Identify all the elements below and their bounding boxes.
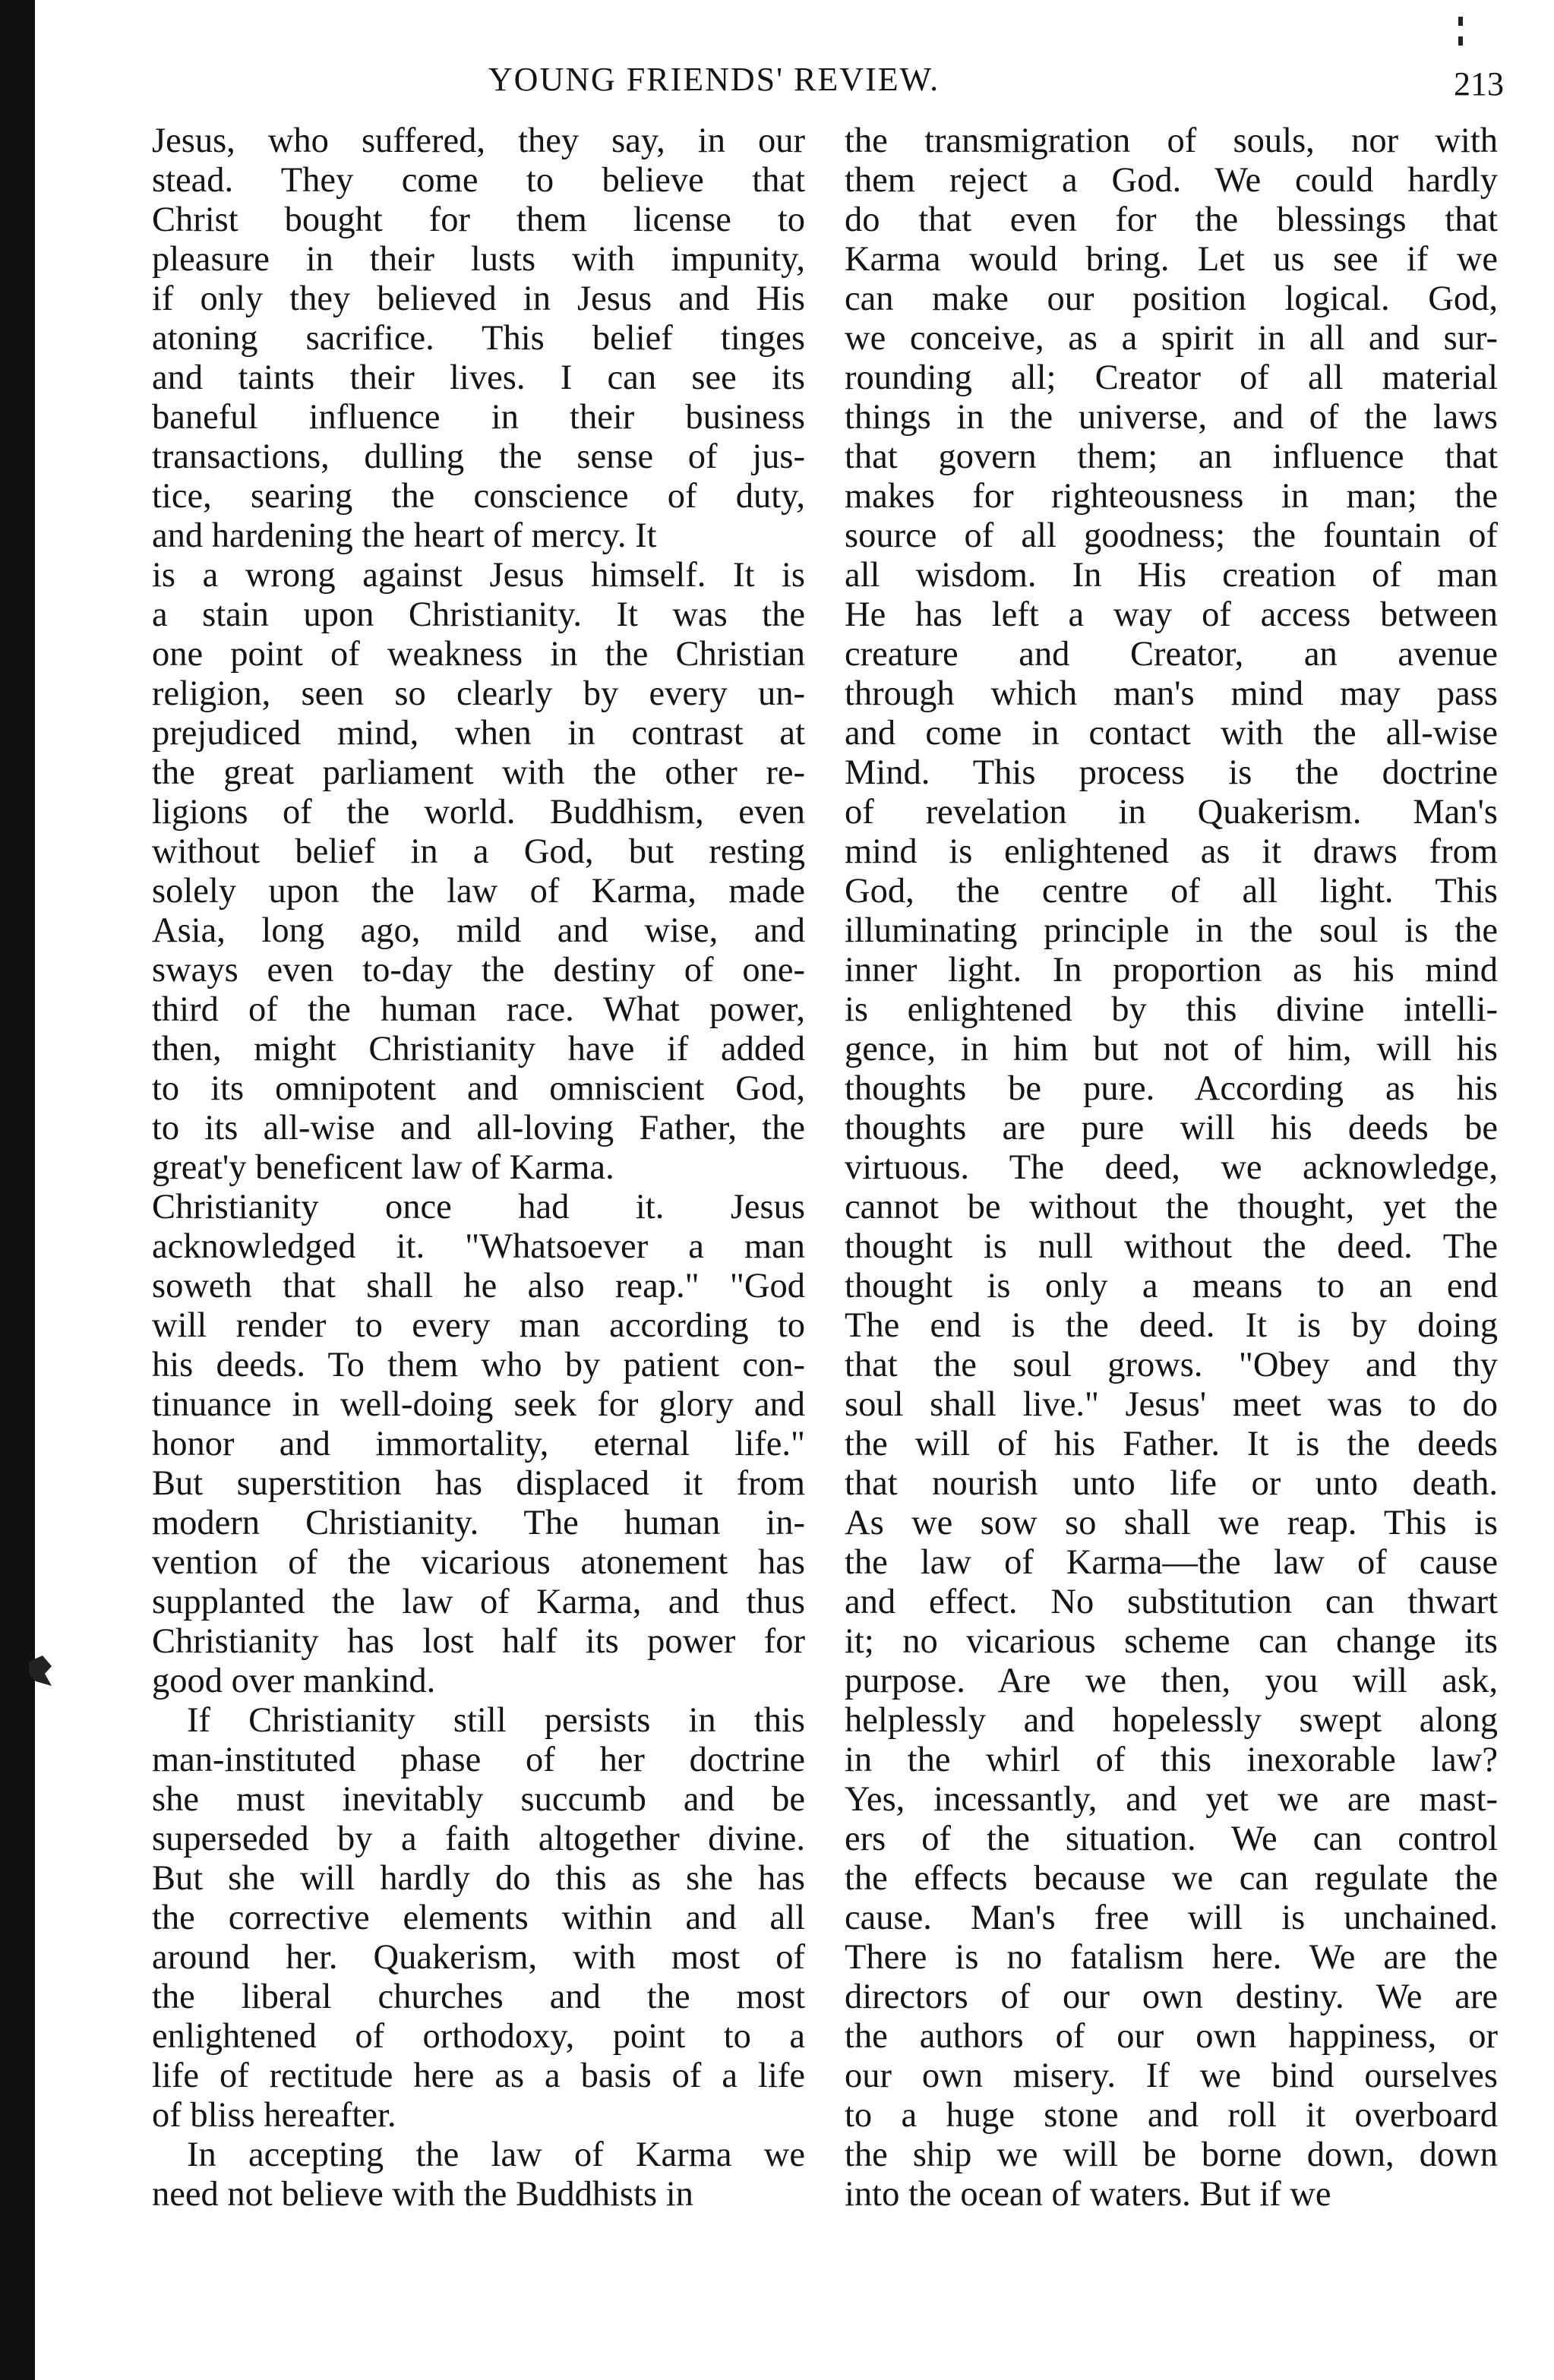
text-line: Jesus, who suffered, they say, in our [152, 122, 805, 160]
text-line: the liberal churches and the most [152, 1978, 805, 2016]
text-line: the transmigration of souls, nor with [845, 122, 1498, 160]
page-header [152, 53, 1511, 106]
edge-speck [1458, 36, 1463, 46]
text-line: one point of weakness in the Christian [152, 635, 805, 674]
text-line: third of the human race. What power, [152, 990, 805, 1029]
text-line: sways even to-day the destiny of one- [152, 951, 805, 990]
text-line: There is no fatalism here. We are the [845, 1938, 1498, 1977]
text-line: a stain upon Christianity. It was the [152, 595, 805, 634]
text-line: that the soul grows. "Obey and thy [845, 1346, 1498, 1384]
text-line: his deeds. To them who by patient con- [152, 1346, 805, 1384]
text-line: and hardening the heart of mercy. It [152, 516, 657, 555]
text-line: into the ocean of waters. But if we [845, 2175, 1331, 2214]
text-line: Mind. This process is the doctrine [845, 753, 1498, 792]
text-line: vention of the vicarious atonement has [152, 1543, 805, 1582]
text-line: gence, in him but not of him, will his [845, 1030, 1498, 1068]
text-line: life of rectitude here as a basis of a life [152, 2056, 805, 2095]
text-line: illuminating principle in the soul is the [845, 911, 1498, 950]
text-line: thoughts be pure. According as his [845, 1069, 1498, 1108]
text-line: creature and Creator, an avenue [845, 635, 1498, 674]
text-line: superseded by a faith altogether divine. [152, 1820, 805, 1858]
text-line: we conceive, as a spirit in all and sur- [845, 319, 1498, 358]
text-line: enlightened of orthodoxy, point to a [152, 2017, 805, 2056]
text-line: the law of Karma—the law of cause [845, 1543, 1498, 1582]
text-line: that govern them; an influence that [845, 437, 1498, 476]
text-line: and taints their lives. I can see its [152, 358, 805, 397]
text-line: directors of our own destiny. We are [845, 1978, 1498, 2016]
running-title: YOUNG FRIENDS' REVIEW. [488, 61, 940, 98]
text-line: the will of his Father. It is the deeds [845, 1425, 1498, 1463]
text-line: the corrective elements within and all [152, 1899, 805, 1937]
text-line: thought is only a means to an end [845, 1267, 1498, 1305]
text-line: Christianity once had it. Jesus [152, 1188, 805, 1226]
text-line: source of all goodness; the fountain of [845, 516, 1498, 555]
text-line: The end is the deed. It is by doing [845, 1306, 1498, 1345]
text-line: in the whirl of this inexorable law? [845, 1741, 1498, 1779]
text-line: of revelation in Quakerism. Man's [845, 793, 1498, 832]
text-line: He has left a way of access between [845, 595, 1498, 634]
text-line: As we sow so shall we reap. This is [845, 1504, 1498, 1542]
text-line: and come in contact with the all-wise [845, 714, 1498, 753]
text-line: through which man's mind may pass [845, 674, 1498, 713]
text-line: if only they believed in Jesus and His [152, 279, 805, 318]
text-line: need not believe with the Buddhists in [152, 2175, 693, 2214]
text-line: to a huge stone and roll it overboard [845, 2096, 1498, 2135]
text-line: virtuous. The deed, we acknowledge, [845, 1148, 1498, 1187]
text-line: pleasure in their lusts with impunity, [152, 240, 805, 279]
text-line: prejudiced mind, when in contrast at [152, 714, 805, 753]
text-line: supplanted the law of Karma, and thus [152, 1583, 805, 1621]
text-line: tinuance in well-doing seek for glory and [152, 1385, 805, 1424]
edge-speck [1458, 17, 1463, 26]
text-line: and effect. No substitution can thwart [845, 1583, 1498, 1621]
text-line: But she will hardly do this as she has [152, 1859, 805, 1898]
text-line: do that even for the blessings that [845, 200, 1498, 239]
text-line: rounding all; Creator of all material [845, 358, 1498, 397]
text-line: ligions of the world. Buddhism, even [152, 793, 805, 832]
text-line: religion, seen so clearly by every un- [152, 674, 805, 713]
page-number: 213 [1454, 65, 1504, 103]
text-line: God, the centre of all light. This [845, 872, 1498, 911]
text-line: Christ bought for them license to [152, 200, 805, 239]
text-line: is a wrong against Jesus himself. It is [152, 556, 805, 595]
text-line: that nourish unto life or unto death. [845, 1464, 1498, 1503]
right-text-column [845, 122, 1498, 2214]
text-line: the authors of our own happiness, or [845, 2017, 1498, 2056]
text-line: transactions, dulling the sense of jus- [152, 437, 805, 476]
text-line: soweth that shall he also reap." "God [152, 1267, 805, 1305]
text-line: makes for righteousness in man; the [845, 477, 1498, 516]
text-line: honor and immortality, eternal life." [152, 1425, 805, 1463]
text-line: purpose. Are we then, you will ask, [845, 1662, 1498, 1700]
text-line: But superstition has displaced it from [152, 1464, 805, 1503]
text-line: stead. They come to believe that [152, 161, 805, 200]
text-line: cannot be without the thought, yet the [845, 1188, 1498, 1226]
text-line: without belief in a God, but resting [152, 832, 805, 871]
text-line: atoning sacrifice. This belief tinges [152, 319, 805, 358]
text-line: great'y beneficent law of Karma. [152, 1148, 614, 1187]
text-line: the effects because we can regulate the [845, 1859, 1498, 1898]
text-line: to its omnipotent and omniscient God, [152, 1069, 805, 1108]
text-line: good over mankind. [152, 1662, 436, 1700]
text-line: all wisdom. In His creation of man [845, 556, 1498, 595]
text-line: Yes, incessantly, and yet we are mast- [845, 1780, 1498, 1819]
text-line: Christianity has lost half its power for [152, 1622, 805, 1661]
text-line: it; no vicarious scheme can change its [845, 1622, 1498, 1661]
text-line: tice, searing the conscience of duty, [152, 477, 805, 516]
text-line: she must inevitably succumb and be [152, 1780, 805, 1819]
text-line: baneful influence in their business [152, 398, 805, 437]
text-line: is enlightened by this divine intelli- [845, 990, 1498, 1029]
text-line: then, might Christianity have if added [152, 1030, 805, 1068]
text-line: around her. Quakerism, with most of [152, 1938, 805, 1977]
text-line: man-instituted phase of her doctrine [152, 1741, 805, 1779]
text-line: thought is null without the deed. The [845, 1227, 1498, 1266]
text-line: the ship we will be borne down, down [845, 2135, 1498, 2174]
left-text-column [152, 122, 805, 2214]
text-line: can make our position logical. God, [845, 279, 1498, 318]
text-line: acknowledged it. "Whatsoever a man [152, 1227, 805, 1266]
text-line: thoughts are pure will his deeds be [845, 1109, 1498, 1147]
text-line: the great parliament with the other re- [152, 753, 805, 792]
text-line: helplessly and hopelessly swept along [845, 1701, 1498, 1740]
text-line: modern Christianity. The human in- [152, 1504, 805, 1542]
text-line: ers of the situation. We can control [845, 1820, 1498, 1858]
text-line: In accepting the law of Karma we [187, 2135, 805, 2174]
text-line: to its all-wise and all-loving Father, the [152, 1109, 805, 1147]
text-line: will render to every man according to [152, 1306, 805, 1345]
binding-edge-shadow [0, 0, 35, 2380]
text-line: things in the universe, and of the laws [845, 398, 1498, 437]
text-line: our own misery. If we bind ourselves [845, 2056, 1498, 2095]
text-line: inner light. In proportion as his mind [845, 951, 1498, 990]
text-line: them reject a God. We could hardly [845, 161, 1498, 200]
text-line: solely upon the law of Karma, made [152, 872, 805, 911]
text-line: of bliss hereafter. [152, 2096, 396, 2135]
text-line: cause. Man's free will is unchained. [845, 1899, 1498, 1937]
text-line: Asia, long ago, mild and wise, and [152, 911, 805, 950]
text-line: soul shall live." Jesus' meet was to do [845, 1385, 1498, 1424]
text-line: mind is enlightened as it draws from [845, 832, 1498, 871]
text-line: Karma would bring. Let us see if we [845, 240, 1498, 279]
text-line: If Christianity still persists in this [187, 1701, 805, 1740]
